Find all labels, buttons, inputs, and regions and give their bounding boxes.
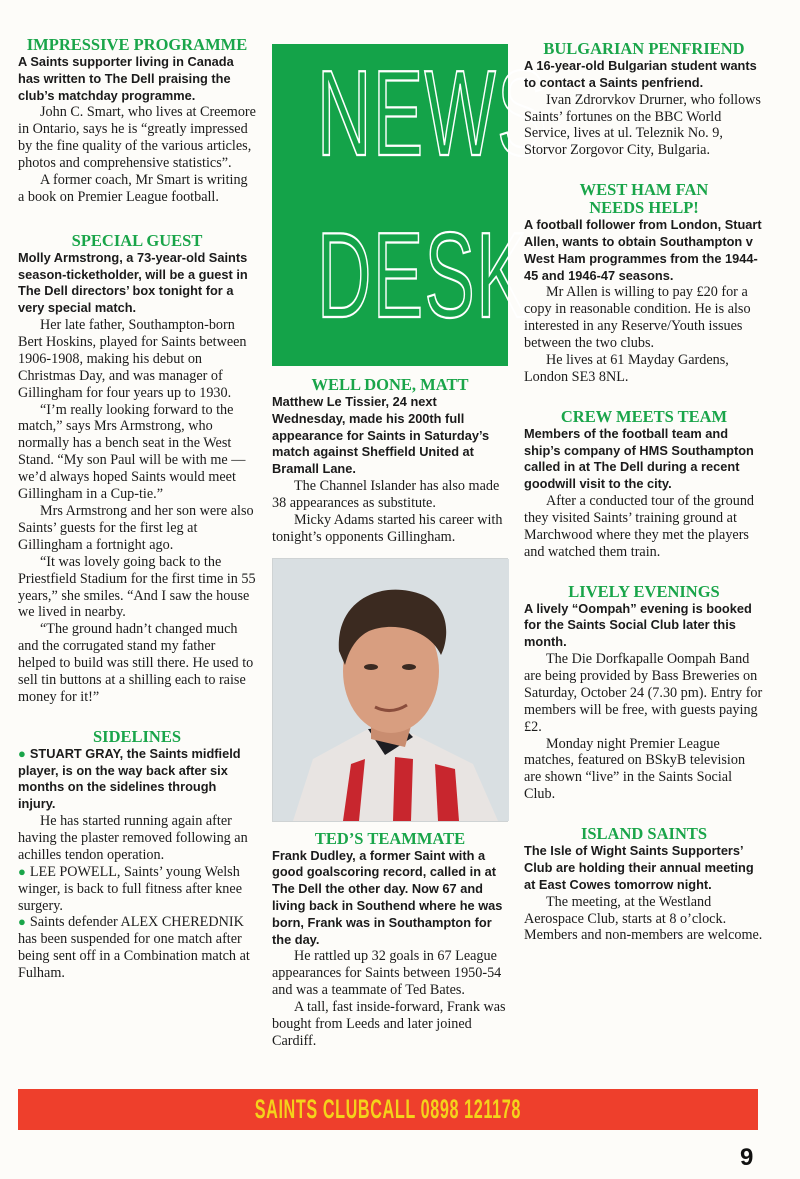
- article-crew-meets-team: [524, 408, 764, 561]
- article-heading: BULGARIAN PENFRIEND: [543, 39, 745, 58]
- article-heading: SPECIAL GUEST: [71, 230, 203, 250]
- player-portrait-illustration: [273, 559, 509, 821]
- article-lead: Matthew Le Tissier, 24 next Wednesday, made his 200th full appearance for Saints in Saturday’s match against Sheffield United at Bramall Lane.: [272, 394, 490, 477]
- article-paragraph: “The ground hadn’t changed much and the corrugated stand my father helped to build was still there. He used to sell tin buttons at a shilling each to raise money for it!”: [18, 621, 254, 705]
- clubcall-text: SAINTS CLUBCALL 0898 121178: [254, 1094, 522, 1124]
- page-number: 9: [740, 1144, 754, 1171]
- article-paragraph: He lives at 61 Mayday Gardens, London SE3 8NL.: [524, 352, 729, 385]
- article-lively-evenings: [524, 583, 764, 804]
- article-paragraph: After a conducted tour of the ground they visited Saints’ training ground at Marchwood where they met the players and watched them train.: [524, 493, 755, 560]
- article-paragraph: Her late father, Southampton-born Bert Hoskins, played for Saints between 1906-1908, making his debut on Christmas Day, and was manager of Gillingham for four years up to 1930.: [18, 317, 247, 401]
- sidelines-item-2: ● LEE POWELL, Saints’ young Welsh winger, is back to full fitness after knee surgery.: [18, 863, 242, 914]
- sidelines-item-1: ● STUART GRAY, the Saints midfield player, is on the way back after six months on the sidelines through injury.: [18, 745, 241, 812]
- bullet-icon: ●: [18, 745, 26, 761]
- article-sidelines: [18, 728, 256, 982]
- article-paragraph: “I’m really looking forward to the match,” says Mrs Armstrong, who normally has a bench seat in the West Stand. “My son Paul will be with me — we’d always hoped Saints would meet Gillingham in a Cup-tie.”: [18, 401, 246, 503]
- article-special-guest: [18, 232, 256, 706]
- column-right: [524, 40, 764, 944]
- article-lead: Frank Dudley, a former Saint with a good goalscoring record, called in at The Dell the other day. Now 67 and living back in Southend where he was born, Frank was in Southampton for the day.: [272, 847, 503, 947]
- masthead-word-desk: DESK: [316, 207, 528, 343]
- article-heading: WELL DONE, MATT: [311, 375, 469, 394]
- clubcall-banner: [18, 1089, 758, 1130]
- article-lead: The Isle of Wight Saints Supporters’ Club are holding their annual meeting at East Cowes tomorrow night.: [524, 843, 754, 892]
- article-lead: A 16-year-old Bulgarian student wants to contact a Saints penfriend.: [524, 58, 757, 90]
- article-teds-teammate: [272, 830, 508, 1050]
- article-paragraph: He rattled up 32 goals in 67 League appearances for Saints between 1950-54 and was a teammate of Ted Bates.: [272, 948, 502, 999]
- masthead-word-news: NEWS: [316, 45, 549, 181]
- article-west-ham-fan: [524, 181, 764, 386]
- article-paragraph: “It was lovely going back to the Priestfield Stadium for the first time in 55 years,” she smiles. “And I saw the house we lived in nearby.: [18, 553, 256, 621]
- article-island-saints: [524, 825, 764, 944]
- news-desk-masthead: [272, 44, 549, 366]
- bullet-icon: ●: [18, 914, 26, 930]
- article-paragraph: The meeting, at the Westland Aerospace Club, starts at 8 o’clock. Members and non-members are welcome.: [524, 893, 763, 944]
- article-well-done-matt: [272, 376, 508, 546]
- article-paragraph: Mr Allen is willing to pay £20 for a copy in reasonable condition. He is also interested in any Reserve/Youth issues between the two clubs.: [524, 284, 751, 352]
- article-lead: A football follower from London, Stuart Allen, wants to obtain Southampton v West Ham programmes from the 1944-45 and 1946-47 seasons.: [524, 217, 762, 283]
- article-paragraph: Micky Adams started his career with tonight’s opponents Gillingham.: [272, 511, 503, 545]
- sidelines-item-3: ● Saints defender ALEX CHEREDNIK has been suspended for one match after being sent off in a Combination match at Fulham.: [18, 914, 250, 982]
- article-heading: LIVELY EVENINGS: [568, 581, 720, 601]
- article-heading: TED’S TEAMMATE: [314, 828, 466, 848]
- column-middle: [272, 44, 549, 1050]
- article-heading: IMPRESSIVE PROGRAMME: [26, 35, 248, 54]
- article-paragraph: The Die Dorfkapalle Oompah Band are being provided by Bass Breweries on Saturday, October 24 (7.30 pm). Entry for members will be free, with guests paying £2.: [524, 651, 763, 735]
- article-lead: Members of the football team and ship’s company of HMS Southampton called in at The Dell during a recent goodwill visit to the city.: [524, 425, 754, 492]
- article-heading: WEST HAM FAN: [579, 180, 709, 200]
- player-photo: [272, 558, 508, 822]
- bullet-icon: ●: [18, 863, 26, 879]
- article-paragraph: The Channel Islander has also made 38 appearances as substitute.: [272, 477, 500, 511]
- article-bulgarian-penfriend: [524, 40, 764, 159]
- article-paragraph: A tall, fast inside-forward, Frank was bought from Leeds and later joined Cardiff.: [272, 999, 506, 1049]
- article-heading: ISLAND SAINTS: [580, 824, 708, 844]
- article-heading: NEEDS HELP!: [589, 198, 699, 218]
- column-left: [18, 36, 256, 982]
- article-heading: SIDELINES: [92, 726, 182, 746]
- article-paragraph: He has started running again after having the plaster removed following an achilles tendon operation.: [18, 813, 248, 863]
- article-paragraph: John C. Smart, who lives at Creemore in Ontario, says he is “greatly impressed by the fine quality of the various articles, photos and comprehensive statistics”.: [18, 104, 256, 172]
- article-paragraph: Monday night Premier League matches, featured on BSkyB television are shown “live” in the Saints Social Club.: [524, 735, 746, 803]
- article-paragraph: Mrs Armstrong and her son were also Saints’ guests for the first leg at Gillingham a fortnight ago.: [18, 502, 254, 553]
- article-heading: CREW MEETS TEAM: [560, 406, 728, 426]
- article-paragraph: Ivan Zdrorvkov Drurner, who follows Saints’ fortunes on the BBC World Service, lives at ul. Teleznik No. 9, Storvor Zorgovor City, Bulgaria.: [524, 91, 761, 159]
- article-impressive-programme: [18, 36, 256, 206]
- article-lead: A lively “Oompah” evening is booked for the Saints Social Club later this month.: [524, 600, 752, 650]
- article-lead: A Saints supporter living in Canada has written to The Dell praising the club’s matchday programme.: [18, 54, 234, 103]
- article-lead: Molly Armstrong, a 73-year-old Saints season-ticketholder, will be a guest in The Dell directors’ box tonight for a very special match.: [18, 249, 248, 316]
- article-paragraph: A former coach, Mr Smart is writing a book on Premier League football.: [18, 172, 248, 205]
